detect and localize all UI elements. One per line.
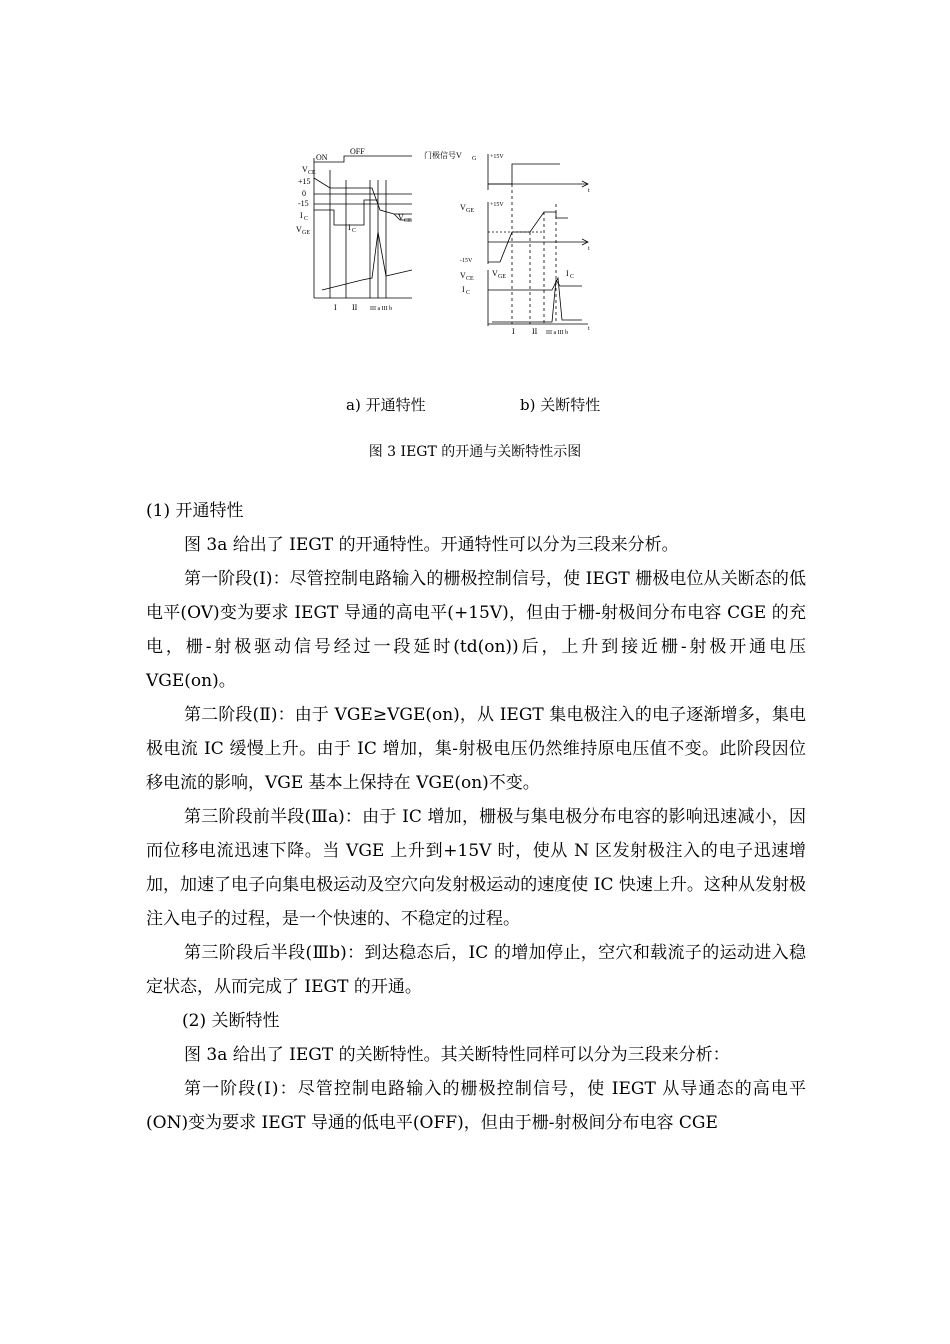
paragraph: 图 3a 给出了 IEGT 的关断特性。其关断特性同样可以分为三段来分析： [184, 1045, 730, 1065]
right-vce-label: V [460, 271, 466, 280]
left-vge-label: V [296, 225, 302, 234]
paragraph: 第二阶段(Ⅱ)：由于 VGE≥VGE(on)，从 IEGT 集电极注入的电子逐渐增多，集电极电流 IC 缓慢上升。由于 IC 增加，集-射极电压仍然维持原电压值不变。此阶段因位移电流的影响，VGE 基本上保持在 VGE(on)不变。 [146, 705, 806, 793]
left-ic-curve-sub: C [352, 228, 357, 234]
right-gate-signal-label: 门极信号V [424, 151, 462, 160]
left-vge-sub: GE [302, 230, 310, 236]
right-vge-label: V [460, 203, 466, 212]
left-vce-label: V [302, 165, 308, 174]
left-ic-label: I [300, 211, 303, 220]
left-panel-lines [314, 156, 412, 298]
iegt-switching-diagram [282, 140, 612, 340]
left-vce-sub: CE [308, 170, 316, 176]
section-heading-turn-off: (2) 关断特性 [182, 1011, 280, 1031]
subcaption-b: b) 关断特性 [520, 396, 601, 414]
paragraph: 图 3a 给出了 IEGT 的开通特性。开通特性可以分为三段来分析。 [184, 535, 679, 555]
right-t3: t [588, 326, 590, 332]
right-minus15v: -15V [460, 258, 473, 264]
right-vge-sub: GE [466, 208, 474, 214]
left-vce-curve-sub: CE [404, 218, 412, 224]
left-minus15-label: -15 [298, 199, 309, 208]
right-t1: t [588, 188, 590, 194]
right-phase1: I [512, 327, 515, 336]
left-plus15-label: +15 [298, 177, 311, 186]
right-ic-left-sub: C [466, 290, 471, 296]
right-ic-right-sub: C [570, 274, 575, 280]
right-ic-right-label: I [566, 269, 569, 278]
right-phase2: II [532, 327, 538, 336]
right-plus15v-top: +15V [490, 154, 504, 160]
left-off-label: OFF [350, 147, 365, 156]
body-text [146, 494, 806, 1140]
right-panel-lines [488, 154, 588, 326]
left-vce-curve-label: V [398, 213, 404, 222]
right-vge2-label: V [492, 269, 498, 278]
right-vce-sub: CE [466, 276, 474, 282]
section-heading-turn-on: (1) 开通特性 [146, 501, 244, 521]
figure-caption: 图 3 IEGT 的开通与关断特性示图 [368, 444, 582, 460]
paragraph: 第三阶段后半段(Ⅲb)：到达稳态后，IC 的增加停止，空穴和载流子的运动进入稳定状态，从而完成了 IEGT 的开通。 [146, 943, 806, 997]
right-t2: t [588, 246, 590, 252]
paragraph: 第一阶段(Ⅰ)：尽管控制电路输入的栅极控制信号，使 IEGT 栅极电位从关断态的低电平(OV)变为要求 IEGT 导通的高电平(+15V)，但由于栅-射极间分布电容 CGE 的充电，栅-射极驱动信号经过一段延时(td(on))后，上升到接近栅-射极开通电压 VGE(on)。 [146, 569, 806, 691]
subcaption-a: a) 开通特性 [346, 396, 426, 414]
left-ic-curve-label: I [348, 223, 351, 232]
right-phase3: III a III b [546, 330, 569, 336]
paragraph: 第一阶段(Ⅰ)：尽管控制电路输入的栅极控制信号，使 IEGT 从导通态的高电平(ON)变为要求 IEGT 导通的低电平(OFF)，但由于栅-射极间分布电容 CGE [146, 1079, 806, 1133]
right-vge2-sub: GE [498, 274, 506, 280]
left-zero-label: 0 [302, 189, 306, 198]
left-phase2-label: II [352, 303, 358, 312]
left-on-label: ON [316, 153, 328, 162]
left-phase1-label: I [334, 303, 337, 312]
right-gate-signal-sub: G [472, 156, 477, 162]
left-ic-sub: C [304, 216, 309, 222]
paragraph: 第三阶段前半段(Ⅲa)：由于 IC 增加，栅极与集电极分布电容的影响迅速减小，因而位移电流迅速下降。当 VGE 上升到+15V 时，使从 N 区发射极注入的电子迅速增加，加速了电子向集电极运动及空穴向发射极运动的速度使 IC 快速上升。这种从发射极注入电子的过程，是一个快速的、不稳定的过程。 [146, 807, 806, 929]
figure-3 [282, 140, 612, 340]
right-ic-left-label: I [462, 285, 465, 294]
right-plus15v-mid: +15V [490, 202, 504, 208]
left-phase3-label: III a III b [370, 306, 393, 312]
